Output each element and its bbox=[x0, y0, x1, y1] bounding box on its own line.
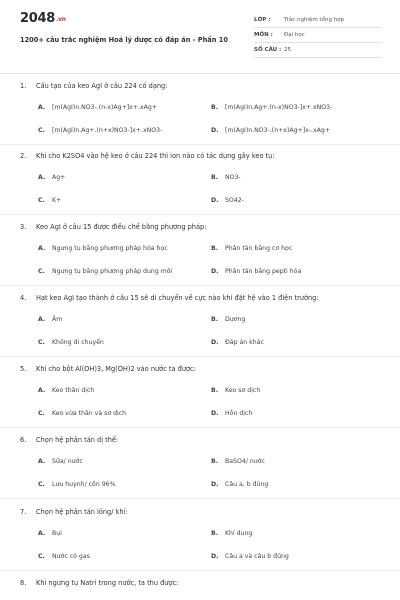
question-number: 2. bbox=[20, 152, 27, 160]
answer-option[interactable] bbox=[211, 104, 332, 111]
meta-value: Đại học bbox=[284, 32, 305, 38]
answer-option[interactable] bbox=[211, 127, 330, 134]
option-letter: B. bbox=[211, 530, 219, 537]
question-number: 7. bbox=[20, 508, 27, 516]
option-text: NO3- bbox=[225, 174, 241, 181]
option-letter: C. bbox=[38, 481, 45, 488]
option-letter: D. bbox=[211, 197, 219, 204]
option-text: SO42- bbox=[225, 197, 244, 204]
answer-option[interactable] bbox=[211, 174, 241, 181]
answer-option[interactable] bbox=[211, 197, 244, 204]
meta-row-subject bbox=[254, 29, 382, 43]
question-text: Chọn hệ phân tán dị thể: bbox=[36, 436, 119, 444]
option-letter: A. bbox=[38, 458, 46, 465]
option-text: Câu a và câu b đúng bbox=[225, 553, 289, 560]
question-divider bbox=[0, 498, 400, 499]
option-letter: C. bbox=[38, 127, 45, 134]
option-text: Phân tán bằng cơ học bbox=[225, 245, 293, 252]
option-letter: B. bbox=[211, 316, 219, 323]
meta-row-count bbox=[254, 44, 382, 58]
answer-option[interactable] bbox=[211, 530, 252, 537]
option-letter: B. bbox=[211, 174, 219, 181]
option-text: Bụi bbox=[52, 530, 62, 537]
meta-key: LỚP : bbox=[254, 17, 271, 23]
answer-option[interactable] bbox=[38, 553, 90, 560]
option-letter: A. bbox=[38, 174, 46, 181]
option-text: BaSO4/ nước bbox=[225, 458, 265, 465]
answer-option[interactable] bbox=[211, 339, 264, 346]
option-letter: D. bbox=[211, 127, 219, 134]
question-divider bbox=[0, 214, 400, 215]
site-logo[interactable] bbox=[20, 11, 66, 26]
option-text: Keo thân dịch bbox=[52, 387, 95, 394]
answer-option[interactable] bbox=[38, 197, 61, 204]
answer-option[interactable] bbox=[211, 268, 301, 275]
option-letter: D. bbox=[211, 481, 219, 488]
answer-option[interactable] bbox=[38, 481, 116, 488]
option-text: Ag+ bbox=[52, 174, 66, 181]
option-letter: D. bbox=[211, 339, 219, 346]
option-text: Đáp án khác bbox=[225, 339, 264, 346]
question-title bbox=[20, 152, 275, 160]
option-text: Hỗn dịch bbox=[225, 410, 253, 417]
answer-option[interactable] bbox=[211, 410, 252, 417]
question-number: 5. bbox=[20, 365, 27, 373]
option-text: K+ bbox=[52, 197, 62, 204]
answer-option[interactable] bbox=[38, 410, 126, 417]
answer-option[interactable] bbox=[38, 458, 83, 465]
option-letter: C. bbox=[38, 197, 45, 204]
question-divider bbox=[0, 356, 400, 357]
option-text: Dương bbox=[225, 316, 246, 323]
question-divider bbox=[0, 285, 400, 286]
meta-key: SỐ CÂU : bbox=[254, 47, 282, 53]
option-text: [m(AgI)n.NO3-.(n-x)Ag+]x+.xAg+ bbox=[52, 104, 158, 111]
question-title bbox=[20, 294, 319, 302]
question-title bbox=[20, 508, 128, 516]
meta-key: MÔN : bbox=[254, 32, 273, 38]
answer-option[interactable] bbox=[38, 530, 62, 537]
meta-row-class bbox=[254, 14, 382, 28]
answer-option[interactable] bbox=[211, 481, 268, 488]
question-number: 1. bbox=[20, 82, 27, 90]
answer-option[interactable] bbox=[38, 127, 162, 134]
answer-option[interactable] bbox=[38, 339, 104, 346]
option-letter: D. bbox=[211, 410, 219, 417]
logo-suffix: .vn bbox=[55, 16, 66, 23]
meta-value: Trắc nghiệm tổng hợp bbox=[284, 17, 345, 23]
option-letter: C. bbox=[38, 410, 45, 417]
question-text: Chọn hệ phân tán lỏng/ khí: bbox=[36, 508, 128, 516]
option-letter: B. bbox=[211, 245, 219, 252]
question-title bbox=[20, 365, 196, 373]
option-letter: B. bbox=[211, 104, 219, 111]
option-letter: A. bbox=[38, 316, 46, 323]
logo-text: 2048 bbox=[20, 11, 55, 26]
question-title bbox=[20, 579, 178, 587]
option-text: Không di chuyển bbox=[52, 339, 104, 346]
option-letter: D. bbox=[211, 553, 219, 560]
answer-option[interactable] bbox=[38, 104, 157, 111]
option-text: Nước có gas bbox=[52, 553, 90, 560]
answer-option[interactable] bbox=[38, 387, 94, 394]
document-title: 1200+ câu trắc nghiệm Hoá lý dược có đáp án - Phần 10 bbox=[20, 36, 228, 44]
answer-option[interactable] bbox=[211, 553, 289, 560]
option-letter: A. bbox=[38, 245, 46, 252]
question-title bbox=[20, 436, 118, 444]
answer-option[interactable] bbox=[211, 387, 260, 394]
option-letter: A. bbox=[38, 530, 46, 537]
question-title bbox=[20, 82, 167, 90]
question-text: Cấu tạo của keo AgI ở câu 224 có dạng: bbox=[36, 82, 168, 90]
option-text: [m(AgI)n.NO3-.(n+x)Ag+]x-.xAg+ bbox=[225, 127, 331, 134]
option-letter: C. bbox=[38, 268, 45, 275]
option-text: [m(AgI)n.Ag+.(n+x)NO3-]x+.xNO3- bbox=[52, 127, 163, 134]
question-text: Khi cho bột Al(OH)3, Mg(OH)2 vào nước ta được: bbox=[36, 365, 196, 373]
option-text: Âm bbox=[52, 316, 63, 323]
option-letter: D. bbox=[211, 268, 219, 275]
question-text: Khi ngưng tụ Natri trong nước, ta thu được: bbox=[36, 579, 179, 587]
option-letter: C. bbox=[38, 339, 45, 346]
question-divider bbox=[0, 144, 400, 145]
option-letter: C. bbox=[38, 553, 45, 560]
question-number: 6. bbox=[20, 436, 27, 444]
answer-option[interactable] bbox=[211, 316, 245, 323]
page-header bbox=[0, 0, 400, 74]
answer-option[interactable] bbox=[211, 458, 265, 465]
answer-option[interactable] bbox=[211, 245, 292, 252]
header-divider bbox=[0, 73, 400, 74]
option-text: Sữa/ nước bbox=[52, 458, 83, 465]
answer-option[interactable] bbox=[38, 316, 62, 323]
option-letter: A. bbox=[38, 104, 46, 111]
option-text: Ngưng tụ bằng phương pháp dung môi bbox=[52, 268, 173, 275]
answer-option[interactable] bbox=[38, 245, 168, 252]
question-number: 4. bbox=[20, 294, 27, 302]
question-number: 8. bbox=[20, 579, 27, 587]
question-divider bbox=[0, 570, 400, 571]
option-text: Phân tán bằng pepti hóa bbox=[225, 268, 302, 275]
option-text: Câu a, b đúng bbox=[225, 481, 269, 488]
option-text: Lưu huỳnh/ cồn 96% bbox=[52, 481, 116, 488]
option-letter: A. bbox=[38, 387, 46, 394]
question-text: Khi cho K2SO4 vào hệ keo ở câu 224 thì ion nào có tác dụng gây keo tụ: bbox=[36, 152, 275, 160]
question-text: Keo AgI ở câu 15 được điều chế bằng phương pháp: bbox=[36, 223, 207, 231]
question-divider bbox=[0, 427, 400, 428]
option-text: Keo sơ dịch bbox=[225, 387, 261, 394]
question-text: Hạt keo AgI tạo thành ở câu 15 sẽ di chuyển về cực nào khi đặt hệ vào 1 điện trường: bbox=[36, 294, 319, 302]
meta-value: 25 bbox=[284, 47, 291, 53]
option-text: Keo vừa thân và sơ dịch bbox=[52, 410, 127, 417]
option-text: [m(AgI)n.Ag+.(n-x)NO3-]x+.xNO3- bbox=[225, 104, 333, 111]
option-text: Khí dung bbox=[225, 530, 253, 537]
answer-option[interactable] bbox=[38, 268, 172, 275]
option-letter: B. bbox=[211, 387, 219, 394]
option-letter: B. bbox=[211, 458, 219, 465]
option-text: Ngưng tụ bằng phương pháp hóa học bbox=[52, 245, 168, 252]
question-number: 3. bbox=[20, 223, 27, 231]
question-title bbox=[20, 223, 206, 231]
answer-option[interactable] bbox=[38, 174, 65, 181]
